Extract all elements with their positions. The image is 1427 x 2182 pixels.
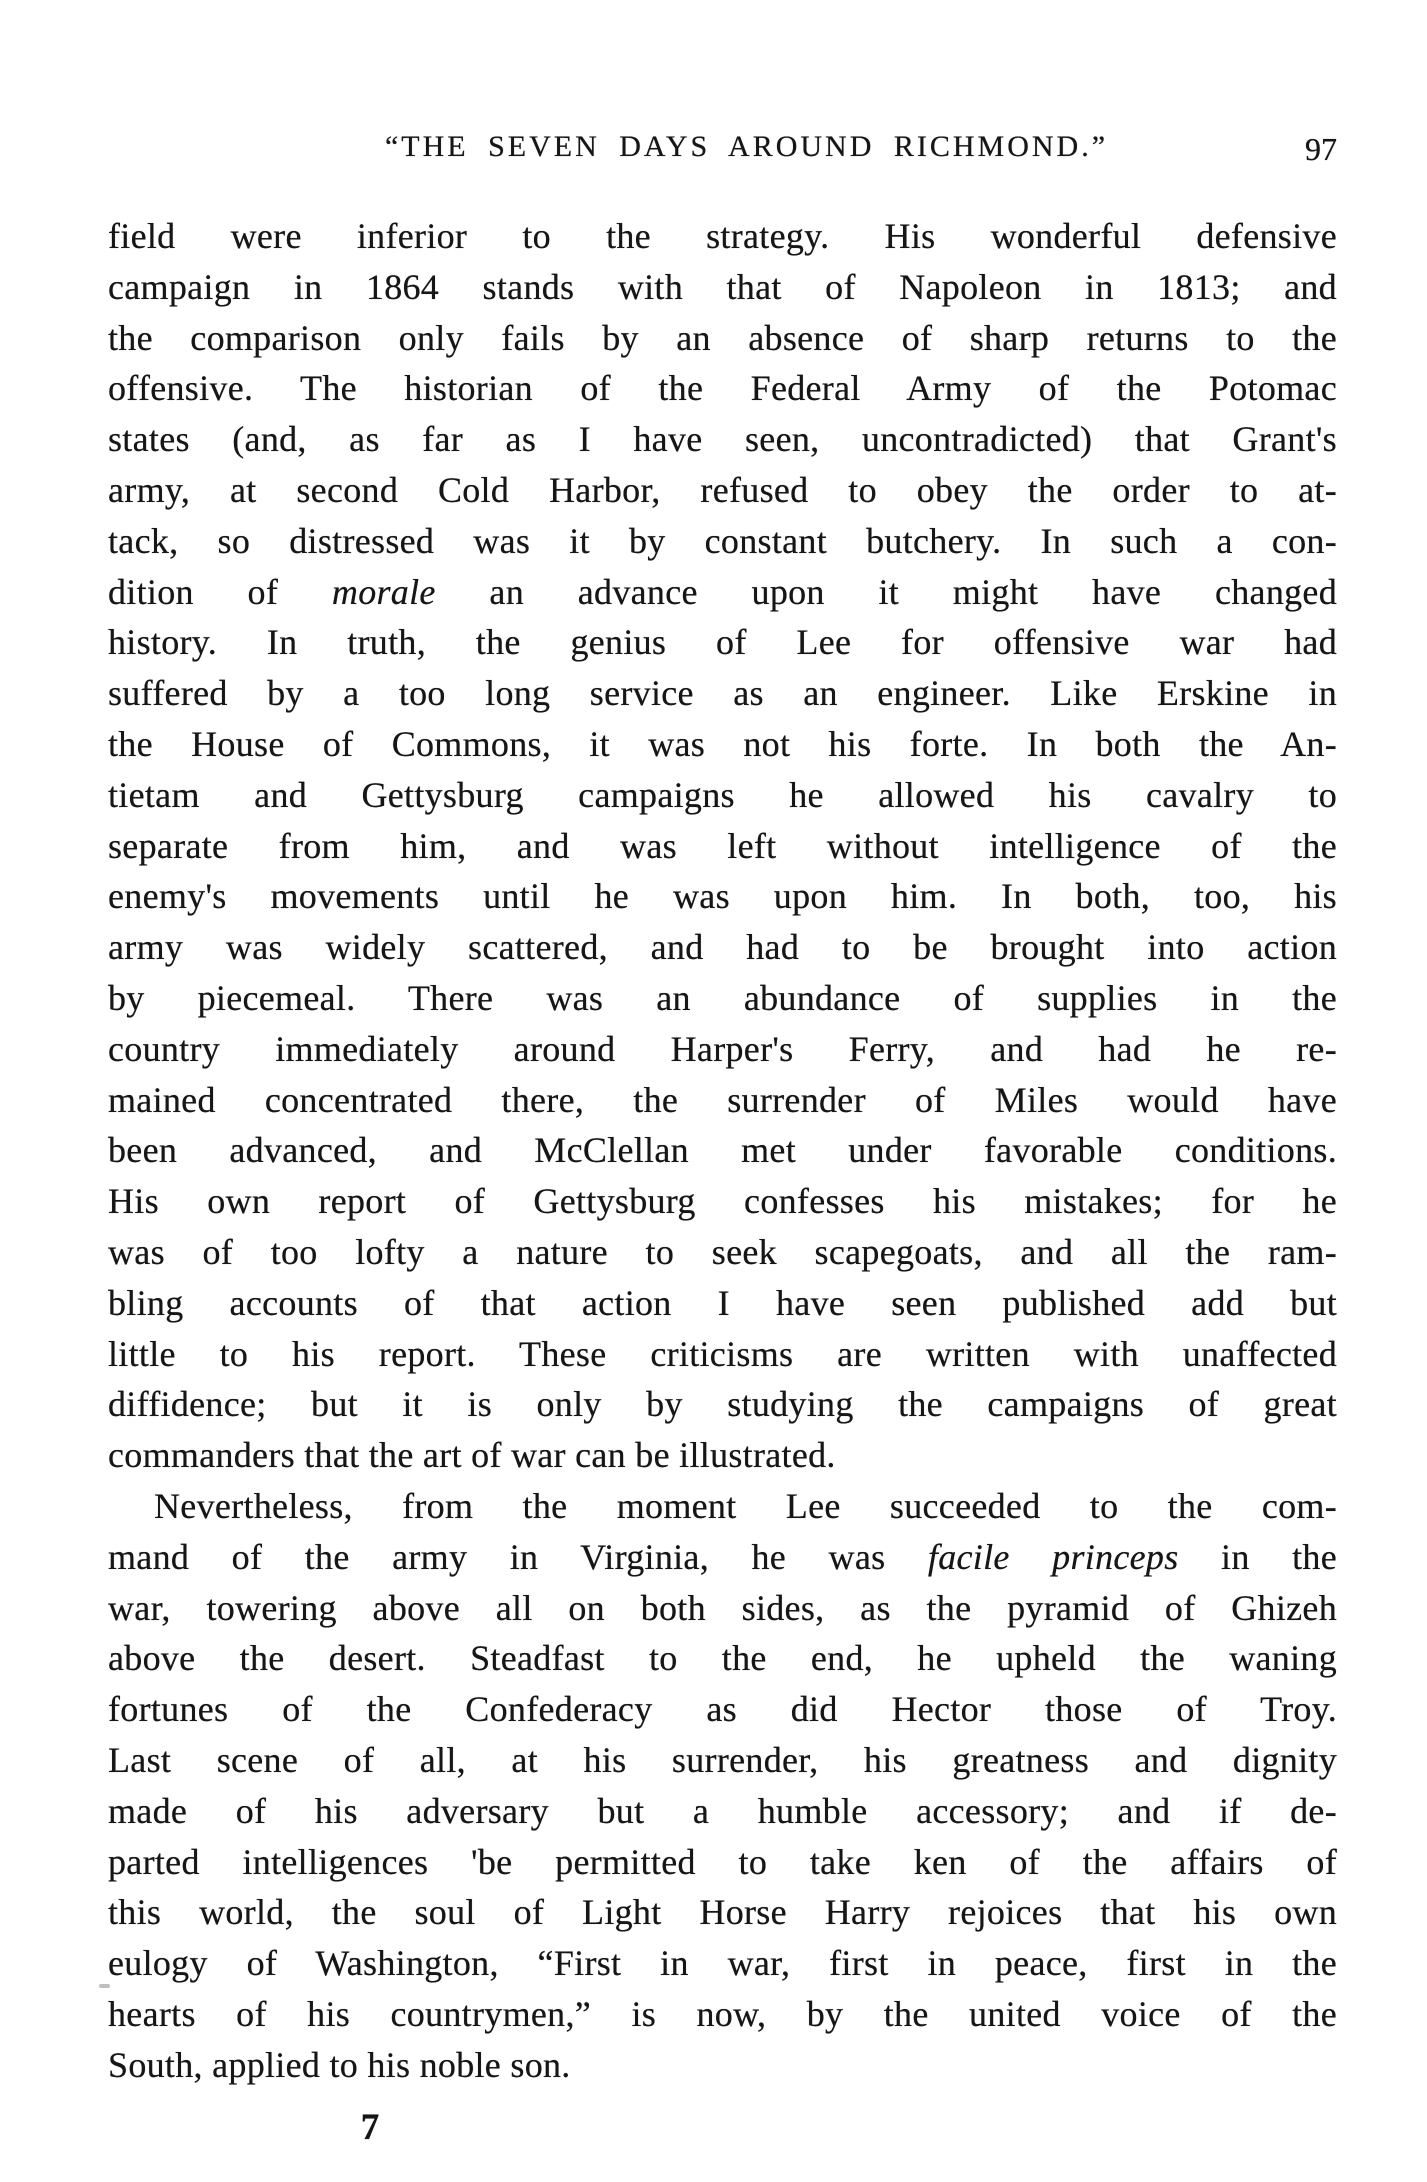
text-line: by piecemeal. There was an abundance of supplies in the [108, 977, 1337, 1018]
text-line: field were inferior to the strategy. His wonderful defensive [108, 216, 1337, 256]
text-line: Last scene of all, at his surrender, his greatness and dignity [108, 1739, 1337, 1780]
text-line: tietam and Gettysburg campaigns he allowed his cavalry to [108, 774, 1337, 815]
text-line: above the desert. Steadfast to the end, he upheld the waning [108, 1638, 1337, 1679]
text-line: eulogy of Washington, “First in war, first in peace, first in the [108, 1943, 1337, 1984]
body-text [108, 211, 1337, 2090]
text-line: suffered by a too long service as an engineer. Like Erskine in [108, 673, 1337, 714]
text-line: made of his adversary but a humble accessory; and if de- [108, 1790, 1337, 1831]
text-line: fortunes of the Confederacy as did Hector those of Troy. [108, 1689, 1337, 1730]
text-line: army was widely scattered, and had to be brought into action [108, 927, 1337, 968]
text-line: the House of Commons, it was not his forte. In both the An- [108, 723, 1337, 764]
text-line: country immediately around Harper's Ferry, and had he re- [108, 1028, 1337, 1069]
text-line: little to his report. These criticisms are written with unaffected [108, 1333, 1337, 1374]
text-line: bling accounts of that action I have seen published add but [108, 1282, 1337, 1323]
text-line: offensive. The historian of the Federal Army of the Potomac [108, 368, 1337, 409]
text-line: diffidence; but it is only by studying the campaigns of great [108, 1384, 1337, 1425]
signature-mark: 7 [360, 2107, 380, 2148]
text-line: states (and, as far as I have seen, uncontradicted) that Grant's [108, 419, 1337, 460]
text-line: history. In truth, the genius of Lee for offensive war had [108, 622, 1337, 663]
text-line: enemy's movements until he was upon him. In both, too, his [108, 876, 1337, 917]
text-line: tack, so distressed was it by constant butchery. In such a con- [108, 520, 1337, 561]
text-line: separate from him, and was left without intelligence of the [108, 825, 1337, 866]
text-line: the comparison only fails by an absence of sharp returns to the [108, 317, 1337, 358]
text-line: South, applied to his noble son. [108, 2044, 571, 2085]
text-line: been advanced, and McClellan met under favorable conditions. [108, 1130, 1337, 1171]
text-line: dition of morale an advance upon it might have changed [108, 571, 1337, 612]
text-line: campaign in 1864 stands with that of Napoleon in 1813; and [108, 266, 1337, 307]
running-title: “THE SEVEN DAYS AROUND RICHMOND.” [384, 130, 1109, 163]
text-line: mained concentrated there, the surrender of Miles would have [108, 1079, 1337, 1120]
italic-phrase: facile princeps [927, 1536, 1179, 1577]
page-number: 97 [1305, 131, 1337, 167]
text-line: parted intelligences 'be permitted to take ken of the affairs of [108, 1841, 1337, 1882]
text-line: Nevertheless, from the moment Lee succeeded to the com- [154, 1485, 1337, 1526]
text-line: hearts of his countrymen,” is now, by the united voice of the [108, 1993, 1337, 2034]
scan-artifact [99, 1984, 110, 1988]
text-line: His own report of Gettysburg confesses his mistakes; for he [108, 1181, 1337, 1222]
text-line: mand of the army in Virginia, he was facile princeps in the [108, 1536, 1337, 1577]
text-line: commanders that the art of war can be illustrated. [108, 1435, 836, 1476]
text-line: army, at second Cold Harbor, refused to obey the order to at- [108, 469, 1337, 510]
text-line: this world, the soul of Light Horse Harry rejoices that his own [108, 1892, 1337, 1933]
text-line: was of too lofty a nature to seek scapegoats, and all the ram- [108, 1231, 1337, 1272]
italic-phrase: morale [331, 571, 436, 612]
text-line: war, towering above all on both sides, as the pyramid of Ghizeh [108, 1587, 1337, 1628]
running-head [108, 130, 1337, 174]
